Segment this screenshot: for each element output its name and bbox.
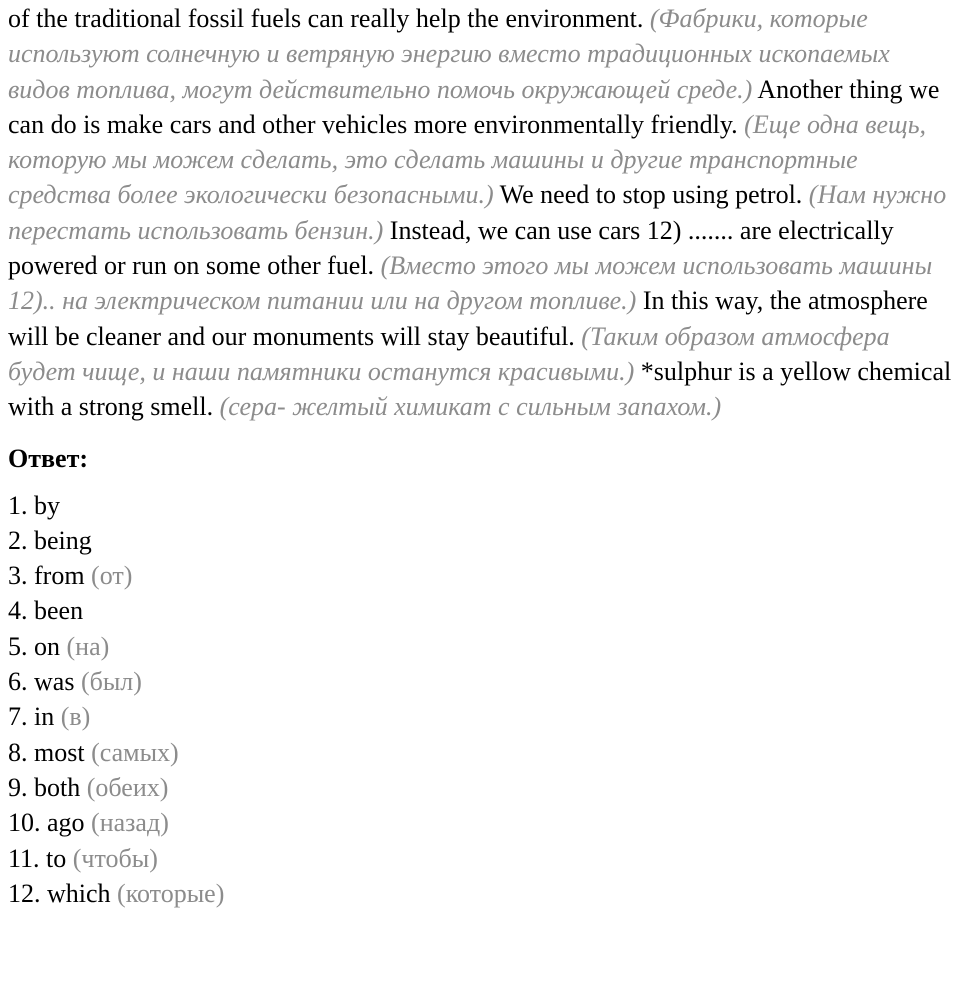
answer-item	[8, 841, 952, 876]
answer-item	[8, 735, 952, 770]
passage-paragraph	[8, 0, 952, 425]
answer-translation: (был)	[80, 667, 142, 697]
passage-translation-text: (Таким образом атмосфера будет чище, и наши памятники останутся красивыми.)	[8, 321, 890, 386]
passage-translation-text: (Фабрики, которые используют солнечную и ветряную энергию вместо традиционных ископаемых видов топлива, могут действительно помочь окружающей среде.)	[8, 4, 890, 104]
answer-label: 8. most	[8, 737, 85, 767]
answer-item	[8, 488, 952, 523]
passage-translation-text: (Нам нужно перестать использовать бензин.)	[8, 180, 947, 245]
answer-label: 9. both	[8, 772, 81, 802]
answer-item	[8, 664, 952, 699]
answer-label: 6. was	[8, 667, 75, 697]
answer-translation: (чтобы)	[72, 843, 158, 873]
passage-english-text: *sulphur is a yellow chemical with a strong smell.	[8, 356, 952, 422]
answer-label: 10. ago	[8, 808, 85, 838]
answer-item	[8, 770, 952, 805]
answer-translation: (назад)	[91, 808, 169, 838]
answer-item	[8, 805, 952, 840]
answer-label: 2. being	[8, 525, 92, 555]
answer-translation: (от)	[91, 561, 133, 591]
answer-item	[8, 876, 952, 911]
answer-translation: (в)	[60, 702, 91, 732]
passage-translation-text: (Вместо этого мы можем использовать машины 12).. на электрическом питании или на другом топливе.)	[8, 251, 933, 316]
answer-heading: Ответ:	[8, 443, 89, 473]
answer-translation: (обеих)	[86, 772, 169, 802]
answer-label: 4. been	[8, 596, 84, 626]
answer-translation: (самых)	[91, 737, 179, 767]
passage-translation-text: (Еще одна вещь, которую мы можем сделать, это сделать машины и другие транспортные средства более экологически безопасными.)	[8, 109, 927, 210]
answer-translation: (которые)	[117, 878, 225, 908]
passage-english-text: In this way, the atmosphere will be cleaner and our monuments will stay beautiful.	[8, 286, 928, 351]
answer-item	[8, 523, 952, 558]
answer-list	[8, 488, 952, 912]
answer-label: 5. on	[8, 631, 60, 661]
answer-item	[8, 558, 952, 593]
passage-english-text: of the traditional fossil fuels can really help the environment.	[8, 4, 650, 33]
answer-item	[8, 593, 952, 628]
passage-english-text: Instead, we can use cars 12) ....... are electrically powered or run on some other fuel.	[8, 215, 894, 281]
passage-english-text: Another thing we can do is make cars and other vehicles more environmentally friendly.	[8, 74, 940, 139]
answer-translation: (на)	[66, 631, 110, 661]
answer-label: 1. by	[8, 490, 60, 520]
passage-translation-text: (сера- желтый химикат с сильным запахом.)	[219, 392, 722, 422]
answer-label: 7. in	[8, 702, 55, 732]
answer-item	[8, 699, 952, 734]
answer-label: 11. to	[8, 843, 67, 873]
answer-item	[8, 629, 952, 664]
answer-label: 3. from	[8, 561, 85, 591]
passage-english-text: We need to stop using petrol.	[493, 180, 809, 210]
answer-label: 12. which	[8, 878, 111, 908]
